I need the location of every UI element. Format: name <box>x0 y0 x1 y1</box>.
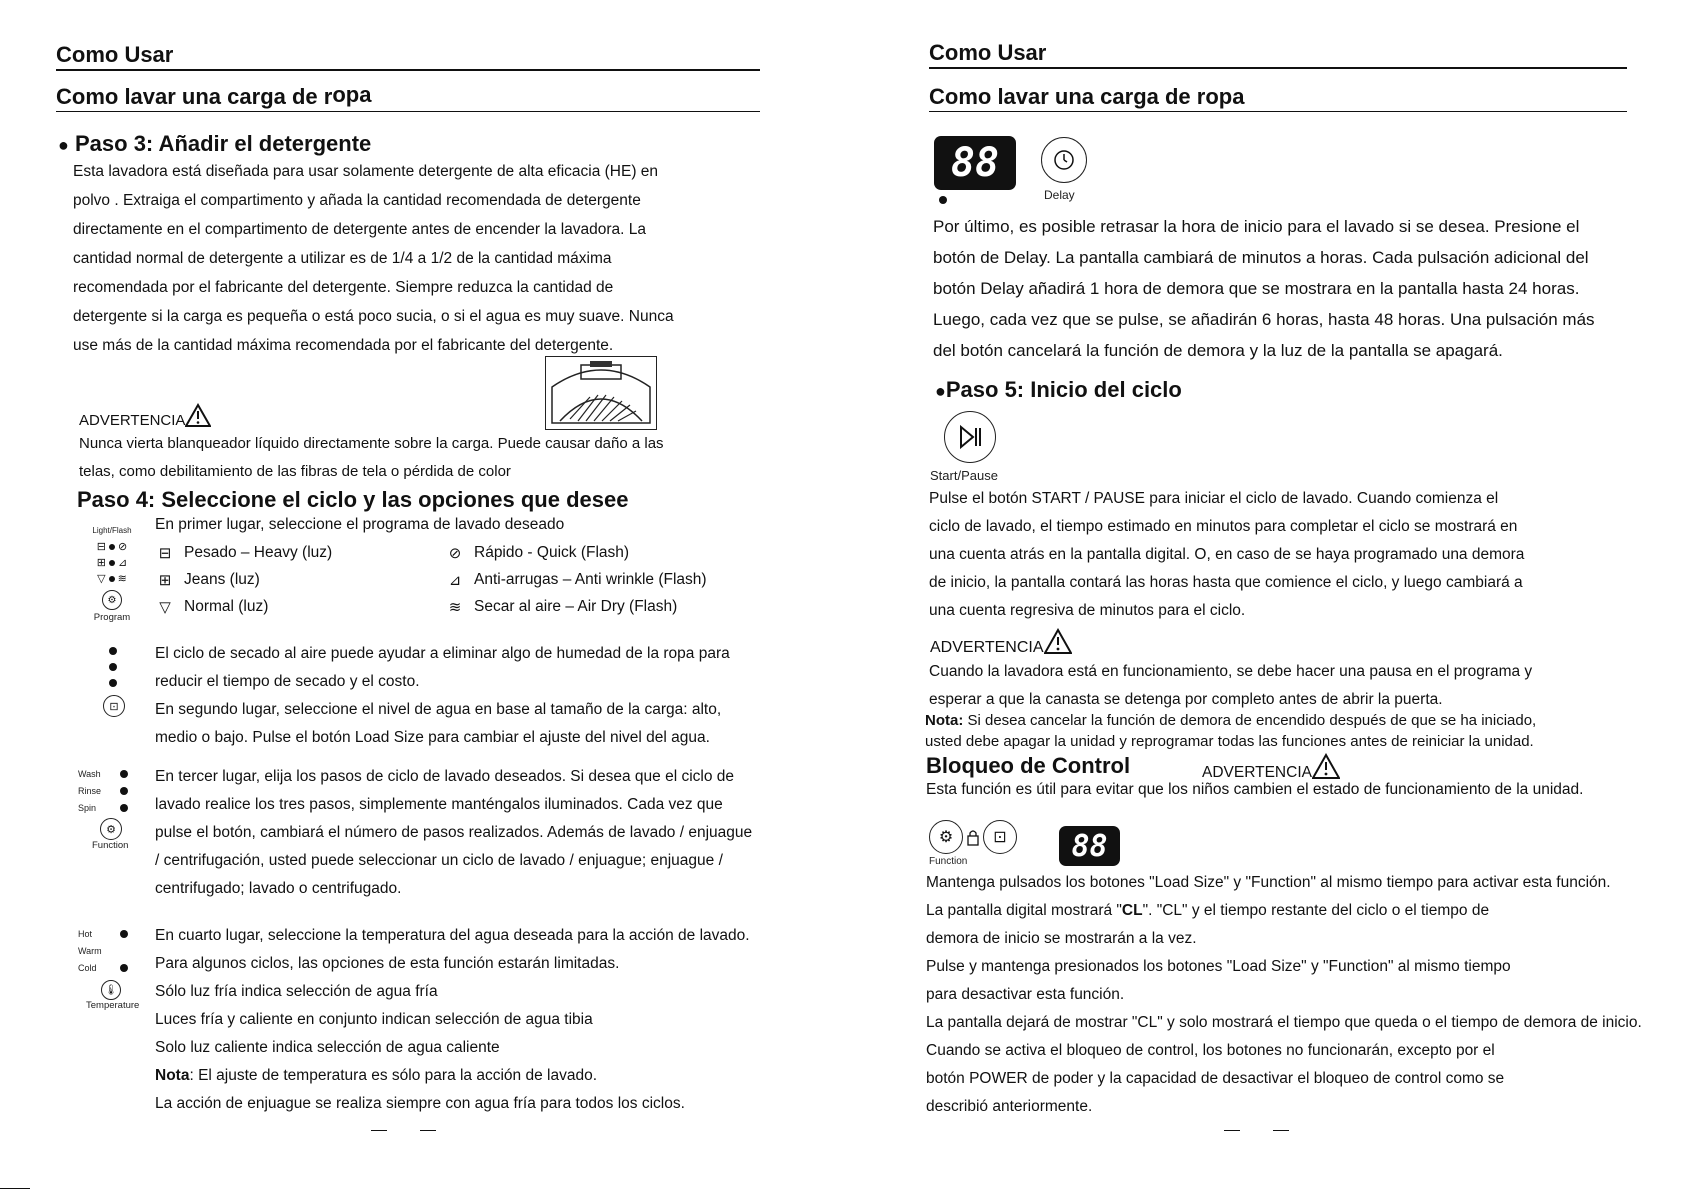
body-line: El ciclo de secado al aire puede ayudar a eliminar algo de humedad de la ropa para <box>155 645 730 662</box>
program-button[interactable] <box>102 590 122 610</box>
body-line: lavado realice los tres pasos, simplemente manténgalos iluminados. Cada vez que <box>155 796 723 813</box>
body-line <box>926 897 1642 925</box>
warning-line: Nunca vierta blanqueador líquido directamente sobre la carga. Puede causar daño a las <box>79 435 664 452</box>
left-page-subheader <box>56 84 760 112</box>
function-indicator <box>78 765 144 851</box>
body-line: una cuenta atrás en la pantalla digital. O, en caso de se haya programado una demora <box>929 546 1525 563</box>
note-label: Nota: <box>925 712 964 729</box>
gears-icon: ⚙ <box>106 823 116 836</box>
step3-line: detergente si la carga es pequeña o está poco sucia, o si el agua es muy suave. Nunca <box>73 308 674 325</box>
text-part: ". "CL" y el tiempo restante del ciclo o el tiempo de <box>1142 902 1490 919</box>
page-number-dash <box>1224 1130 1240 1131</box>
body-line: Pulse y mantenga presionados los botones "Load Size" y "Function" al mismo tiempo <box>926 958 1511 975</box>
program-item-quick <box>444 539 707 566</box>
body-line: reducir el tiempo de secado y el costo. <box>155 673 420 690</box>
warning-label-text: ADVERTENCIA <box>1202 764 1312 781</box>
shirt-icon: ▽ <box>159 598 171 616</box>
control-lock-title: Bloqueo de Control <box>926 753 1131 778</box>
page-number-dash <box>371 1130 387 1131</box>
fan-icon: ≋ <box>448 598 462 616</box>
body-line: En cuarto lugar, seleccione la temperatura del agua deseada para la acción de lavado. <box>155 927 750 944</box>
step3-line: polvo . Extraiga el compartimento y añada la cantidad recomendada de detergente <box>73 192 641 209</box>
control-lock-buttons <box>929 820 1017 854</box>
warning-line: esperar a que la canasta se detenga por completo antes de abrir la puerta. <box>929 691 1443 708</box>
left-page-header: Como Usar <box>56 42 760 71</box>
spin-label: Spin <box>78 802 97 813</box>
step3-line: use más de la cantidad máxima recomendada por el fabricante del detergente. <box>73 337 614 354</box>
body-line: botón de Delay. La pantalla cambiará de minutos a horas. Cada pulsación adicional del <box>933 248 1589 267</box>
warning-label-text: ADVERTENCIA <box>79 412 186 429</box>
program-list-right <box>444 539 707 620</box>
note-text: Si desea cancelar la función de demora de encendido después de que se ha iniciado, <box>963 712 1537 729</box>
warning-triangle-icon <box>1044 628 1072 654</box>
lock-icon <box>966 828 980 846</box>
heavy-icon: ⊟ <box>158 544 172 562</box>
rinse-label: Rinse <box>78 785 102 796</box>
led-spin <box>120 804 128 812</box>
cold-label: Cold <box>78 962 97 973</box>
body-line: pulse el botón, cambiará el número de pasos realizados. Además de lavado / enjuague <box>155 824 753 841</box>
body-line: medio o bajo. Pulse el botón Load Size para cambiar el ajuste del nivel del agua. <box>155 729 710 746</box>
step3-warning-body <box>79 430 664 486</box>
warning-triangle-icon <box>1312 753 1340 779</box>
warning-line: telas, como debilitamiento de las fibras de tela o pérdida de color <box>79 463 511 480</box>
step3-line: recomendada por el fabricante del detergente. Siempre reduzca la cantidad de <box>73 279 614 296</box>
function-button[interactable] <box>100 818 122 840</box>
temperature-label: Temperature <box>86 1000 140 1011</box>
temperature-text <box>155 922 750 1118</box>
step5-text <box>929 485 1524 625</box>
function-label: Function <box>92 840 129 851</box>
body-line: botón POWER de poder y la capacidad de desactivar el bloqueo de control como se <box>926 1070 1505 1087</box>
led-high <box>109 647 117 655</box>
control-lock-text <box>926 869 1642 1121</box>
body-line: para desactivar esta función. <box>926 986 1125 1003</box>
step4-title: Paso 4: Seleccione el ciclo y las opciones que desee <box>77 487 629 512</box>
right-page-header: Como Usar <box>929 40 1627 69</box>
program-item-jeans <box>154 566 332 593</box>
body-line: botón Delay añadirá 1 hora de demora que se mostrara en la pantalla hasta 24 horas. <box>933 279 1580 298</box>
temperature-indicator <box>78 925 144 1011</box>
function-label: Function <box>929 856 968 867</box>
program-item-label: Secar al aire – Air Dry (Flash) <box>474 597 678 615</box>
body-line: Luego, cada vez que se pulse, se añadirán 6 horas, hasta 48 horas. Una pulsación más <box>933 310 1595 329</box>
step3-line: cantidad normal de detergente a utilizar es de 1/4 a 1/2 de la cantidad máxima <box>73 250 612 267</box>
page-number-dash <box>420 1130 436 1131</box>
function-text <box>155 763 752 903</box>
text-part: La pantalla digital mostrará " <box>926 902 1122 919</box>
led-row: ⊟ ⊘ <box>96 541 128 553</box>
program-item-air-dry <box>444 593 707 620</box>
temperature-note <box>155 1062 750 1090</box>
digital-display: 88 <box>934 136 1016 190</box>
hot-label: Hot <box>78 928 93 939</box>
step5-warning-label <box>930 628 1072 657</box>
text-bold-part: CL <box>1121 902 1143 919</box>
note-line: usted debe apagar la unidad y reprogramar todas las funciones antes de reiniciar la unidad. <box>925 733 1534 750</box>
program-item-label: Jeans (luz) <box>184 570 260 588</box>
warning-label-text: ADVERTENCIA <box>930 639 1044 656</box>
program-item-label: Pesado – Heavy (luz) <box>184 543 333 561</box>
note-label: Nota <box>155 1067 190 1084</box>
light-flash-label: Light/Flash <box>92 526 132 535</box>
body-line: una cuenta regresiva de minutos para el ciclo. <box>929 602 1246 619</box>
subheader-text-suffix: opa <box>332 82 372 107</box>
warning-triangle-icon <box>185 403 211 427</box>
load-size-button[interactable] <box>103 695 125 717</box>
program-leds <box>88 539 136 587</box>
step3-body <box>73 157 674 360</box>
body-line: Mantenga pulsados los botones "Load Size" y "Function" al mismo tiempo para activar esta función. <box>926 874 1611 891</box>
start-pause-button[interactable] <box>944 411 996 463</box>
step5-title-text: Paso 5: Inicio del ciclo <box>945 377 1182 402</box>
gears-icon: ⚙ <box>938 829 954 846</box>
load-size-indicator <box>103 647 123 717</box>
warm-label: Warm <box>78 945 102 956</box>
led-rinse <box>120 787 128 795</box>
led-wash <box>120 770 128 778</box>
load-size-button[interactable] <box>983 820 1017 854</box>
program-indicator-panel <box>88 522 136 623</box>
jeans-icon: ⊞ <box>158 571 172 589</box>
body-line: Por último, es posible retrasar la hora de inicio para el lavado si se desea. Presione el <box>933 217 1580 236</box>
load-size-icon: ⊡ <box>993 829 1007 846</box>
step4-intro: En primer lugar, seleccione el programa de lavado deseado <box>155 516 565 533</box>
body-line: centrifugado; lavado o centrifugado. <box>155 880 402 897</box>
body-line: La pantalla dejará de mostrar "CL" y solo mostrará el tiempo que queda o el tiempo de demora de inicio. <box>926 1014 1642 1031</box>
control-lock-warning-label <box>1202 753 1340 782</box>
led-row: ▽ ≋ <box>97 573 127 585</box>
body-line: Pulse el botón START / PAUSE para iniciar el ciclo de lavado. Cuando comienza el <box>929 490 1499 507</box>
thermometer-icon: 🌡 <box>104 984 118 996</box>
body-line: Solo luz caliente indica selección de agua caliente <box>155 1039 500 1056</box>
delay-label: Delay <box>1044 188 1075 202</box>
digital-display-small: 88 <box>1059 826 1120 866</box>
body-line: La acción de enjuague se realiza siempre con agua fría para todos los ciclos. <box>155 1095 685 1112</box>
step5-warning-body <box>929 658 1532 714</box>
body-line: Cuando se activa el bloqueo de control, los botones no funcionarán, excepto por el <box>926 1042 1495 1059</box>
note-text: : El ajuste de temperatura es sólo para la acción de lavado. <box>189 1067 598 1084</box>
note-line <box>925 710 1536 731</box>
page-number-dash <box>1273 1130 1289 1131</box>
wash-label: Wash <box>78 768 101 779</box>
program-item-label: Anti-arrugas – Anti wrinkle (Flash) <box>474 570 707 588</box>
step3-title: ● Paso 3: Añadir el detergente <box>58 131 372 156</box>
program-icon: ⚙ <box>107 594 117 606</box>
display-indicator-led <box>939 196 947 204</box>
led-cold <box>120 964 128 972</box>
program-item-anti-wrinkle <box>444 566 707 593</box>
quick-icon: ⊘ <box>448 544 462 562</box>
body-line: Para algunos ciclos, las opciones de esta función estarán limitadas. <box>155 955 620 972</box>
clock-icon <box>1053 149 1075 171</box>
load-size-icon: ⊡ <box>109 700 119 713</box>
function-button[interactable] <box>929 820 963 854</box>
step5-note <box>925 710 1536 752</box>
body-line: demora de inicio se mostrarán a la vez. <box>926 930 1197 947</box>
program-label: Program <box>93 612 131 623</box>
step3-line: Esta lavadora está diseñada para usar solamente detergente de alta eficacia (HE) en <box>73 163 659 180</box>
warning-line: Cuando la lavadora está en funcionamiento, se debe hacer una pausa en el programa y <box>929 663 1533 680</box>
body-line: En tercer lugar, elija los pasos de ciclo de lavado deseados. Si desea que el ciclo de <box>155 768 735 785</box>
air-dry-and-load-size-text <box>155 640 730 752</box>
detergent-drawer-illustration <box>545 356 657 430</box>
program-item-label: Rápido - Quick (Flash) <box>474 543 630 561</box>
start-pause-label: Start/Pause <box>930 468 998 483</box>
led-medium <box>109 663 117 671</box>
program-item-normal <box>154 593 332 620</box>
iron-icon: ⊿ <box>448 571 462 589</box>
subheader-text: Como lavar una carga de r <box>56 84 333 109</box>
led-hot <box>120 930 128 938</box>
step5-title: ●Paso 5: Inicio del ciclo <box>935 377 1182 402</box>
control-lock-intro: Esta función es útil para evitar que los niños cambien el estado de funcionamiento de la unidad. <box>926 781 1584 798</box>
body-line: de inicio, la pantalla contará las horas hasta que comience el ciclo, y luego cambiará a <box>929 574 1523 591</box>
step3-line: directamente en el compartimento de detergente antes de encender la lavadora. La <box>73 221 647 238</box>
step3-warning-label <box>79 403 211 429</box>
body-line: En segundo lugar, seleccione el nivel de agua en base al tamaño de la carga: alto, <box>155 701 722 718</box>
led-row: ⊞ ⊿ <box>96 557 128 569</box>
temperature-button[interactable] <box>101 980 121 1000</box>
program-list-left <box>154 539 332 620</box>
body-line: describió anteriormente. <box>926 1098 1093 1115</box>
delay-text <box>933 211 1595 366</box>
body-line: / centrifugación, usted puede seleccionar un ciclo de lavado / enjuague; enjuague / <box>155 852 723 869</box>
delay-button[interactable] <box>1041 137 1087 183</box>
program-item-label: Normal (luz) <box>184 597 269 615</box>
play-pause-icon <box>956 423 984 451</box>
body-line: Sólo luz fría indica selección de agua fría <box>155 983 438 1000</box>
crop-mark <box>0 1188 30 1189</box>
program-item-heavy <box>154 539 332 566</box>
body-line: Luces fría y caliente en conjunto indican selección de agua tibia <box>155 1011 593 1028</box>
step3-title-text: Paso 3: Añadir el detergente <box>75 131 372 156</box>
body-line: del botón cancelará la función de demora y la luz de la pantalla se apagará. <box>933 341 1503 360</box>
led-low <box>109 679 117 687</box>
right-page-subheader: Como lavar una carga de ropa <box>929 84 1627 112</box>
body-line: ciclo de lavado, el tiempo estimado en minutos para completar el ciclo se mostrará en <box>929 518 1518 535</box>
